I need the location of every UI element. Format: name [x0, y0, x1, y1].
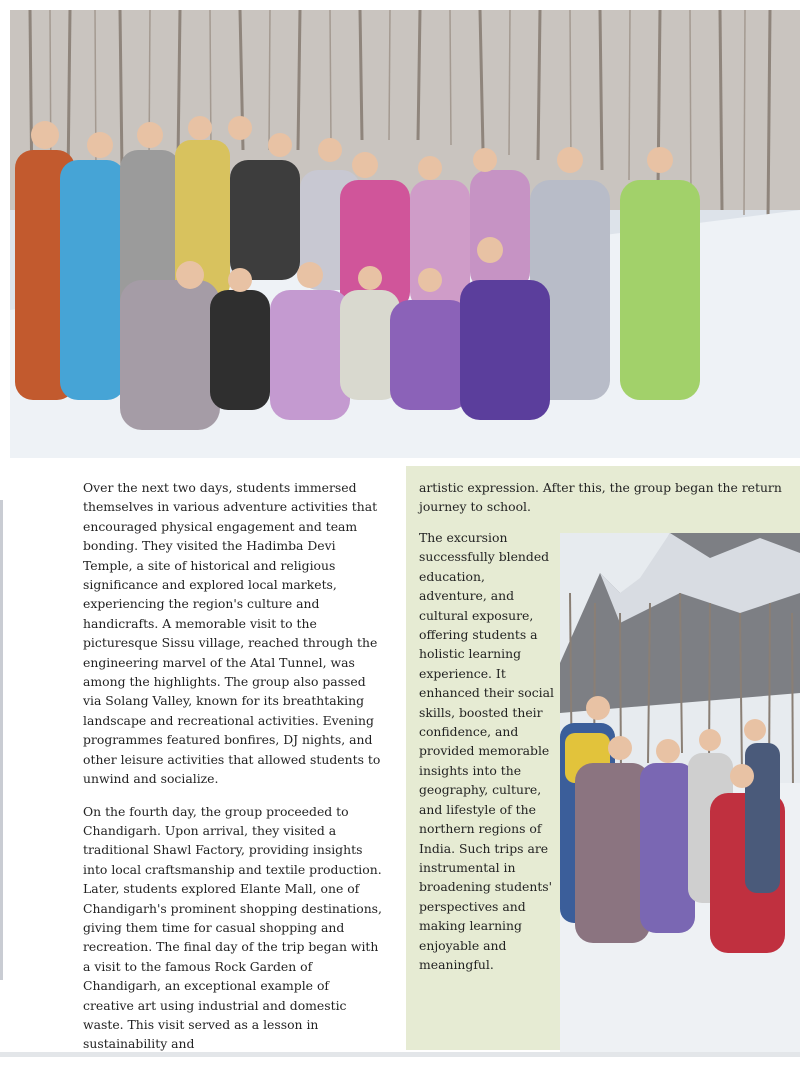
paragraph-adventure-activities: Over the next two days, students immersed themselves in various adventure activities that encouraged physical engagement and team bonding. They visited the Hadimba Devi Temple, a site of historical and religious significance and explored local markets, experiencing the region's culture and handicrafts. A memorable visit to the picturesque Sissu village, reached through the engineering marvel of the Atal Tunnel, was among the highlights. The group also passed via Solang Valley, known for its breathtaking landscape and recreational activities. Evening programmes featured bonfires, DJ nights, and other leisure activities that allowed students to unwind and socialize. — [83, 480, 381, 787]
paragraph-continuation: artistic expression. After this, the group began the return journey to school. — [419, 480, 782, 515]
paragraph-conclusion: The excursion successfully blended education, adventure, and cultural exposure, offering students a holistic learning experience. It enhanced their social skills, boosted their confidence, and provided memorable insights into the geography, culture, and lifestyle of the northern regions of India. Such trips are instrumental in broadening students' perspectives and making learning enjoyable and meaningful. — [419, 530, 554, 972]
group-photo-image — [10, 10, 800, 458]
left-edge-strip — [0, 500, 3, 980]
side-group-photo — [560, 533, 800, 1053]
side-group-photo-image — [560, 533, 800, 1053]
article-right-top — [419, 478, 789, 517]
bottom-rule — [0, 1052, 800, 1057]
group-photo — [10, 10, 800, 458]
article-left-column — [83, 478, 383, 1067]
paragraph-chandigarh: On the fourth day, the group proceeded to Chandigarh. Upon arrival, they visited a traditional Shawl Factory, providing insights into local craftsmanship and textile production. Later, students explored Elante Mall, one of Chandigarh's prominent shopping destinations, giving them time for casual shopping and recreation. The final day of the trip began with a visit to the famous Rock Garden of Chandigarh, an exceptional example of creative art using industrial and domestic waste. This visit served as a lesson in sustainability and — [83, 803, 382, 1052]
article-right-column — [419, 528, 554, 974]
